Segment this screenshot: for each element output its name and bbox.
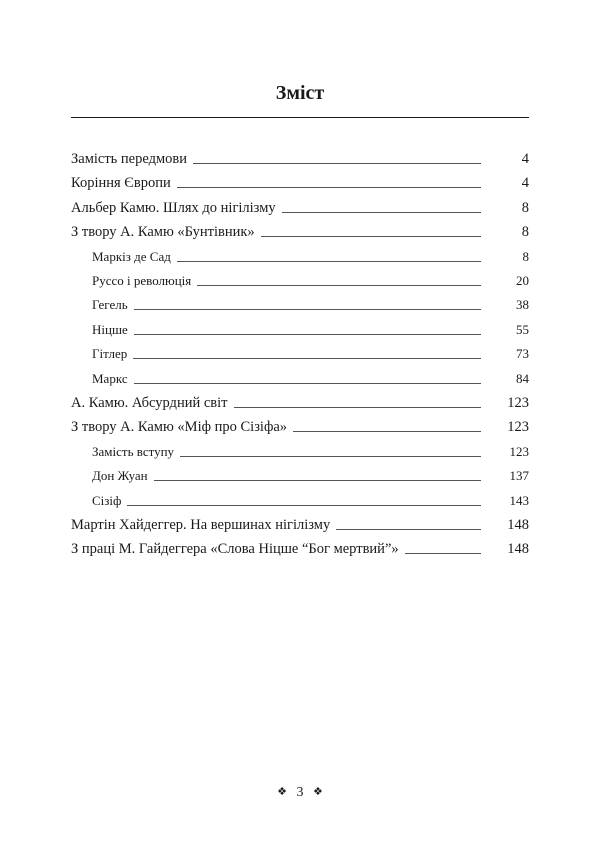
toc-entry-page: 123 bbox=[507, 419, 529, 436]
toc-entry bbox=[71, 221, 529, 241]
toc-leader-line bbox=[134, 383, 481, 384]
toc-entry-page: 8 bbox=[521, 224, 529, 241]
toc-entry-page: 8 bbox=[522, 248, 529, 264]
toc-entry-label: Сізіф bbox=[92, 492, 122, 508]
toc-entry-page: 137 bbox=[509, 468, 529, 484]
toc-entry-label: Гегель bbox=[92, 297, 128, 313]
toc-subentry bbox=[92, 368, 529, 388]
toc-entry-page: 148 bbox=[507, 541, 529, 558]
toc-entry-label: Замість вступу bbox=[92, 443, 175, 459]
page-footer bbox=[0, 785, 600, 801]
toc-entry bbox=[71, 172, 529, 192]
toc-entry-label: Коріння Європи bbox=[71, 175, 171, 192]
toc-entry-page: 38 bbox=[516, 297, 529, 313]
toc-entry-page: 4 bbox=[521, 151, 529, 167]
toc-entry-label: Мартін Хайдеггер. На вершинах нігілізму bbox=[71, 517, 331, 533]
ornament-left-icon: ❖ bbox=[277, 785, 287, 798]
toc-leader-line bbox=[293, 431, 481, 432]
page-title: Зміст bbox=[275, 82, 325, 104]
toc-leader-line bbox=[134, 309, 481, 310]
toc-entry-page: 20 bbox=[516, 273, 529, 288]
toc-leader-line bbox=[154, 480, 481, 481]
toc-entry-label: Замість передмови bbox=[71, 151, 188, 167]
toc-entry-label: Ніцше bbox=[92, 321, 128, 337]
toc-subentry bbox=[92, 490, 529, 510]
toc-leader-line bbox=[127, 505, 481, 506]
toc-leader-line bbox=[133, 358, 481, 359]
toc-entry bbox=[71, 197, 529, 217]
toc-entry bbox=[71, 148, 529, 168]
toc-entry-page: 123 bbox=[507, 395, 529, 411]
toc-entry bbox=[71, 538, 529, 558]
toc-subentry bbox=[92, 270, 529, 290]
toc-entry-label: З твору А. Камю «Міф про Сізіфа» bbox=[71, 419, 288, 436]
toc-entry-label: Гітлер bbox=[92, 346, 128, 362]
toc-leader-line bbox=[197, 285, 481, 286]
toc-entry-page: 143 bbox=[509, 492, 529, 508]
toc-entry-label: Альбер Камю. Шлях до нігілізму bbox=[71, 199, 276, 216]
toc-leader-line bbox=[282, 212, 481, 213]
toc-entry-label: З праці М. Гайдеггера «Слова Ніцше “Бог мертвий”» bbox=[71, 541, 399, 558]
toc-subentry bbox=[92, 441, 529, 461]
toc-leader-line bbox=[180, 456, 481, 457]
toc-entry-label: Дон Жуан bbox=[92, 468, 148, 484]
toc-leader-line bbox=[193, 163, 481, 164]
ornament-right-icon: ❖ bbox=[313, 785, 323, 798]
title-divider bbox=[71, 117, 529, 118]
toc-entry-page: 123 bbox=[509, 443, 529, 459]
toc-subentry bbox=[92, 343, 529, 363]
page-number: 3 bbox=[296, 785, 304, 800]
toc-entry-label: З твору А. Камю «Бунтівник» bbox=[71, 224, 255, 241]
toc-entry-page: 84 bbox=[516, 370, 529, 386]
toc-entry bbox=[71, 416, 529, 436]
toc-leader-line bbox=[177, 187, 481, 188]
toc-entry-page: 8 bbox=[521, 199, 529, 216]
toc-entry-label: Маркіз де Сад bbox=[92, 248, 171, 264]
toc-leader-line bbox=[336, 529, 481, 530]
toc-entry bbox=[71, 514, 529, 534]
toc-entry-page: 55 bbox=[516, 321, 529, 337]
toc-subentry bbox=[92, 319, 529, 339]
toc-subentry bbox=[92, 246, 529, 266]
toc-leader-line bbox=[134, 334, 481, 335]
toc-subentry bbox=[92, 465, 529, 485]
toc-entry-page: 148 bbox=[507, 517, 529, 533]
toc-leader-line bbox=[234, 407, 482, 408]
toc-subentry bbox=[92, 294, 529, 314]
toc-leader-line bbox=[177, 261, 481, 262]
toc-entry-label: Маркс bbox=[92, 370, 128, 386]
toc-entry-page: 4 bbox=[521, 175, 529, 192]
toc-entry-page: 73 bbox=[516, 346, 529, 362]
toc-entry-label: А. Камю. Абсурдний світ bbox=[71, 395, 228, 411]
toc-entry-label: Руссо і революція bbox=[92, 273, 192, 288]
toc-leader-line bbox=[261, 236, 481, 237]
toc-entry bbox=[71, 392, 529, 412]
toc-leader-line bbox=[405, 553, 481, 554]
